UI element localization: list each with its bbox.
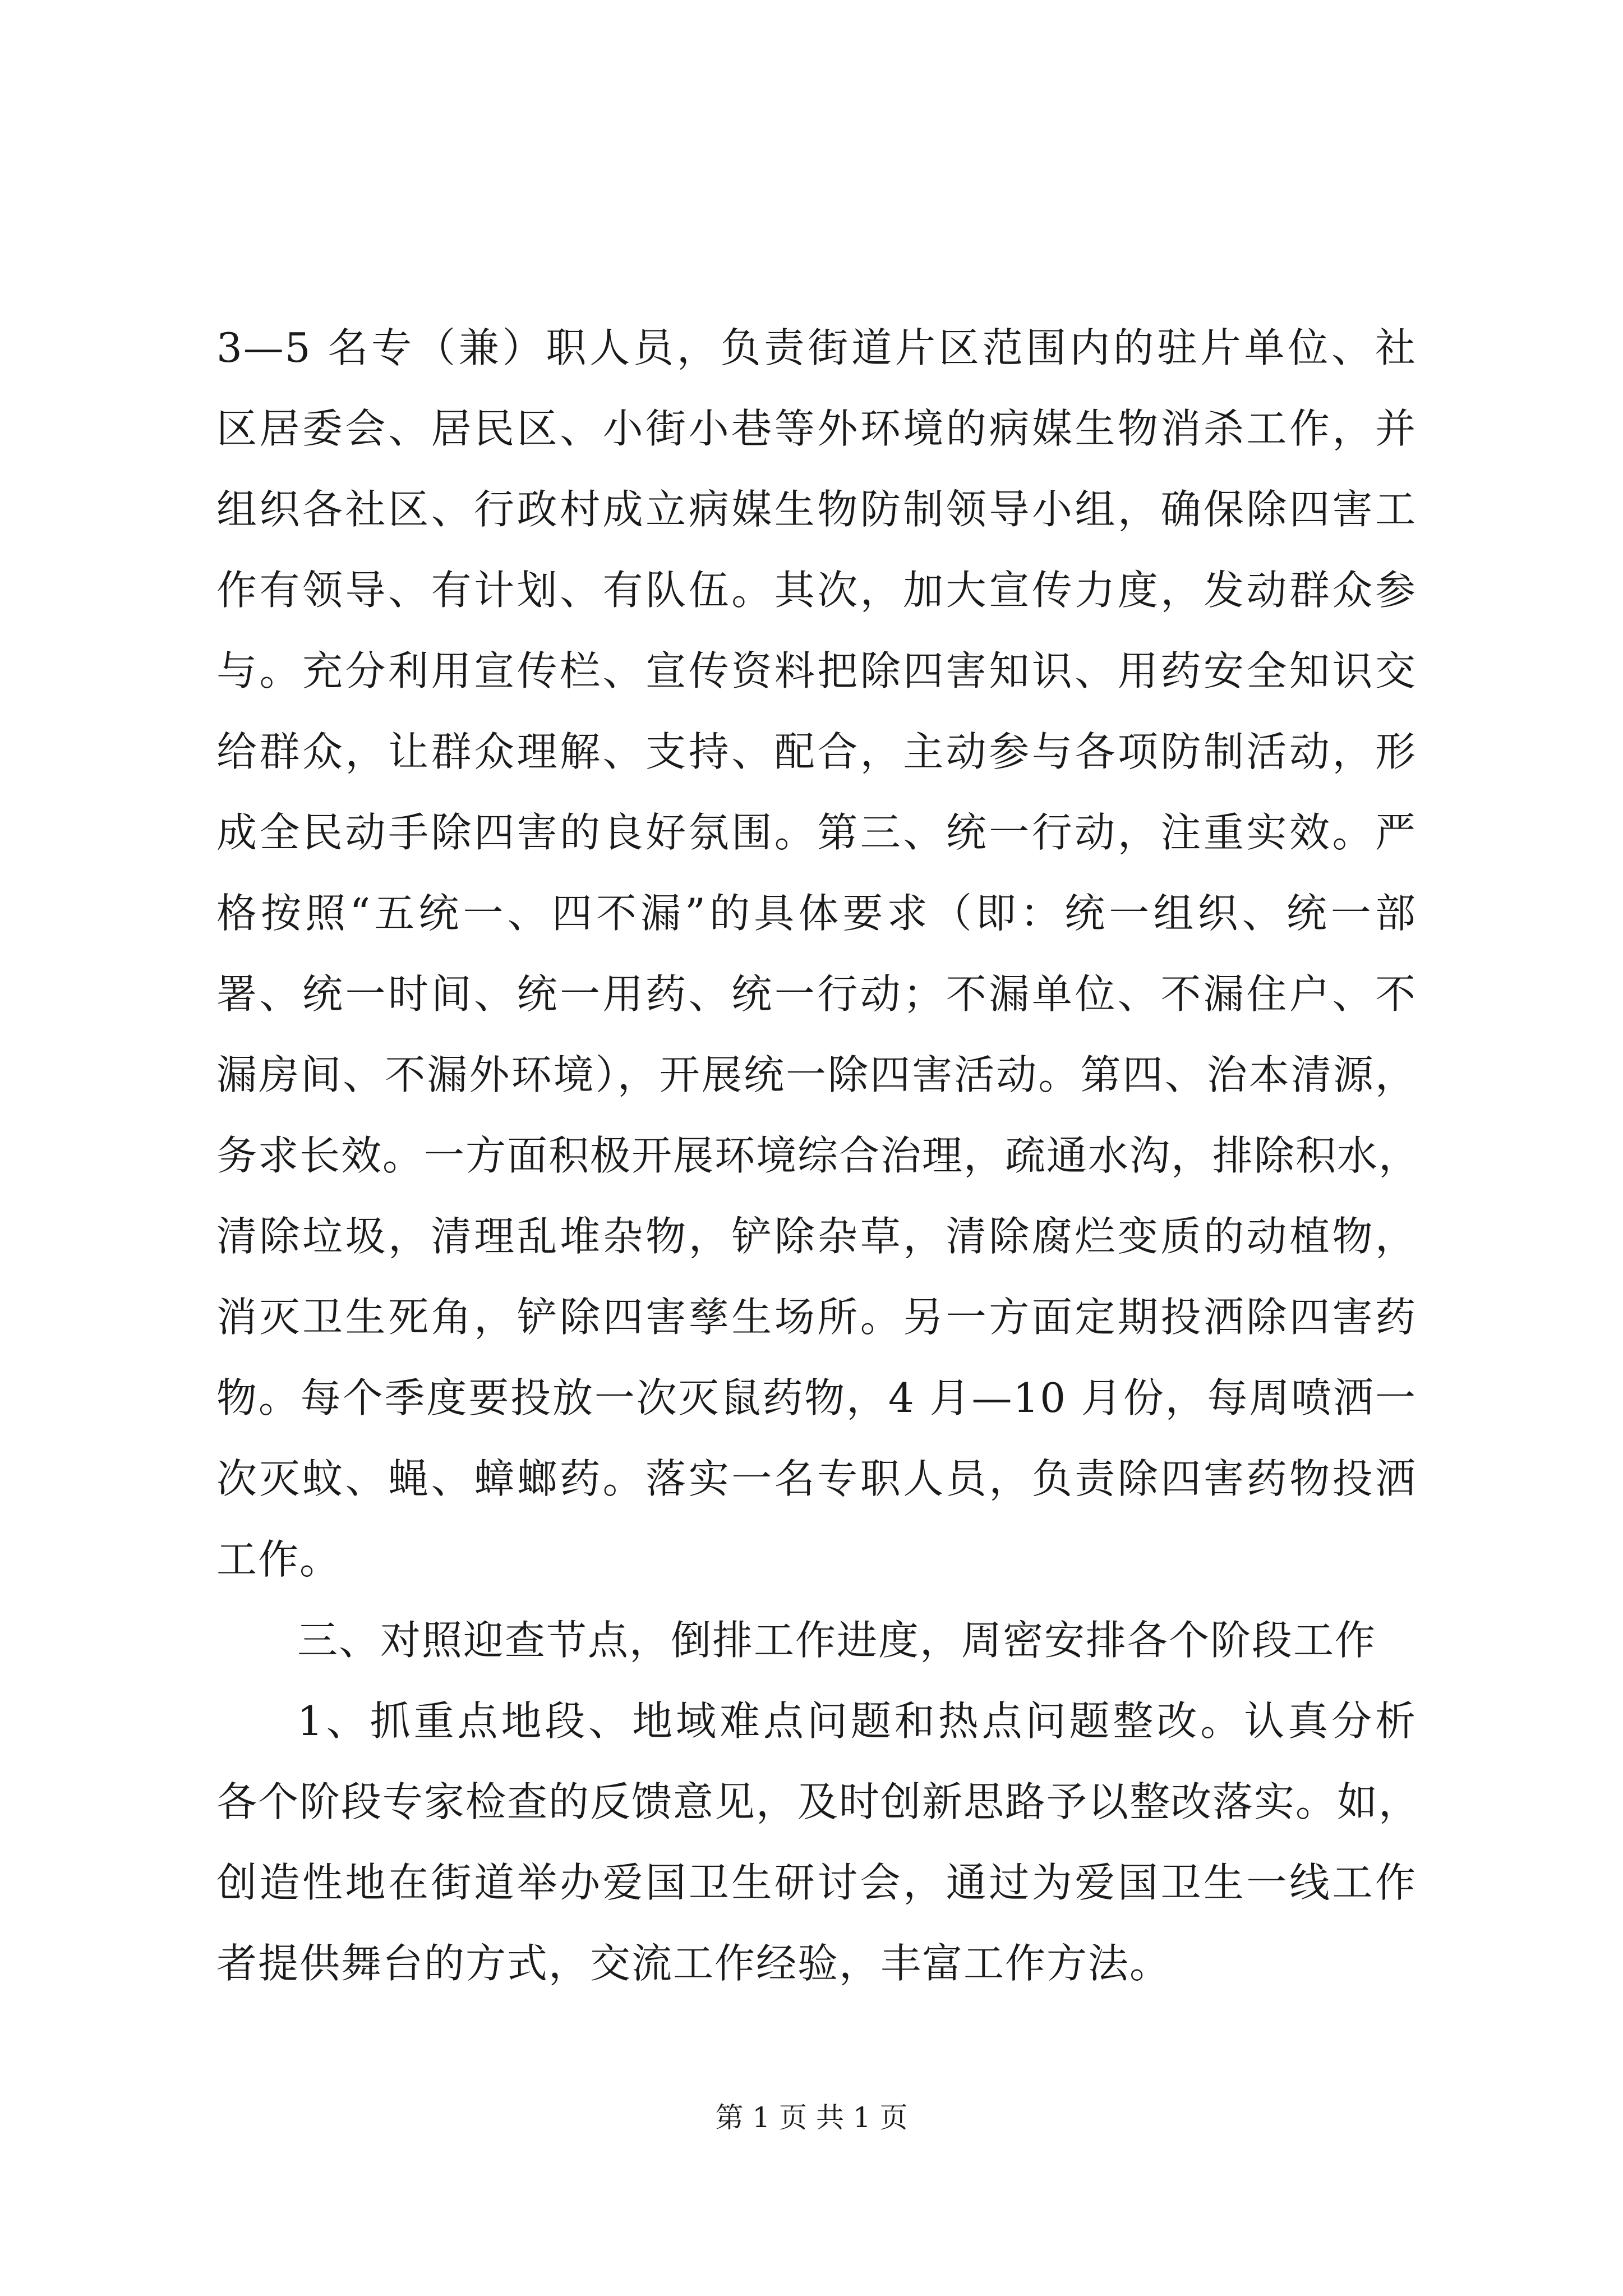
text-line: 3—5 名专（兼）职人员，负责街道片区范围内的驻片单位、社 [216,324,1417,371]
text-line: 务求长效。一方面积极开展环境综合治理，疏通水沟，排除积水， [216,1132,1421,1179]
document-body [216,307,1421,2004]
text-line: 者提供舞台的方式，交流工作经验，丰富工作方法。 [216,1940,1172,1987]
text-line: 物。每个季度要投放一次灭鼠药物，4 月—10 月份，每周喷洒一 [216,1374,1417,1421]
text-line: 区居委会、居民区、小街小巷等外环境的病媒生物消杀工作，并 [216,405,1417,452]
text-line: 给群众，让群众理解、支持、配合，主动参与各项防制活动，形 [216,728,1417,775]
text-line: 作有领导、有计划、有队伍。其次，加大宣传力度，发动群众参 [216,567,1417,614]
text-line: 成全民动手除四害的良好氛围。第三、统一行动，注重实效。严 [216,809,1417,856]
text-line: 与。充分利用宣传栏、宣传资料把除四害知识、用药安全知识交 [216,647,1417,694]
text-line: 格按照“五统一、四不漏”的具体要求（即：统一组织、统一部 [216,890,1417,937]
text-line: 署、统一时间、统一用药、统一行动；不漏单位、不漏住户、不 [216,970,1417,1018]
section-heading: 三、对照迎查节点，倒排工作进度，周密安排各个阶段工作 [297,1617,1377,1664]
text-line: 工作。 [216,1536,342,1583]
page-footer: 第 1 页 共 1 页 [715,2101,908,2134]
text-line: 组织各社区、行政村成立病媒生物防制领导小组，确保除四害工 [216,486,1417,533]
text-line: 清除垃圾，清理乱堆杂物，铲除杂草，清除腐烂变质的动植物， [216,1213,1417,1260]
text-line: 消灭卫生死角，铲除四害孳生场所。另一方面定期投洒除四害药 [216,1294,1417,1341]
text-line: 各个阶段专家检查的反馈意见，及时创新思路予以整改落实。如， [216,1778,1421,1825]
text-line: 漏房间、不漏外环境），开展统一除四害活动。第四、治本清源， [216,1051,1417,1098]
text-line: 创造性地在街道举办爱国卫生研讨会，通过为爱国卫生一线工作 [216,1859,1417,1906]
text-line: 次灭蚊、蝇、蟑螂药。落实一名专职人员，负责除四害药物投洒 [216,1455,1417,1502]
text-line: 1、抓重点地段、地域难点问题和热点问题整改。认真分析 [297,1697,1417,1745]
